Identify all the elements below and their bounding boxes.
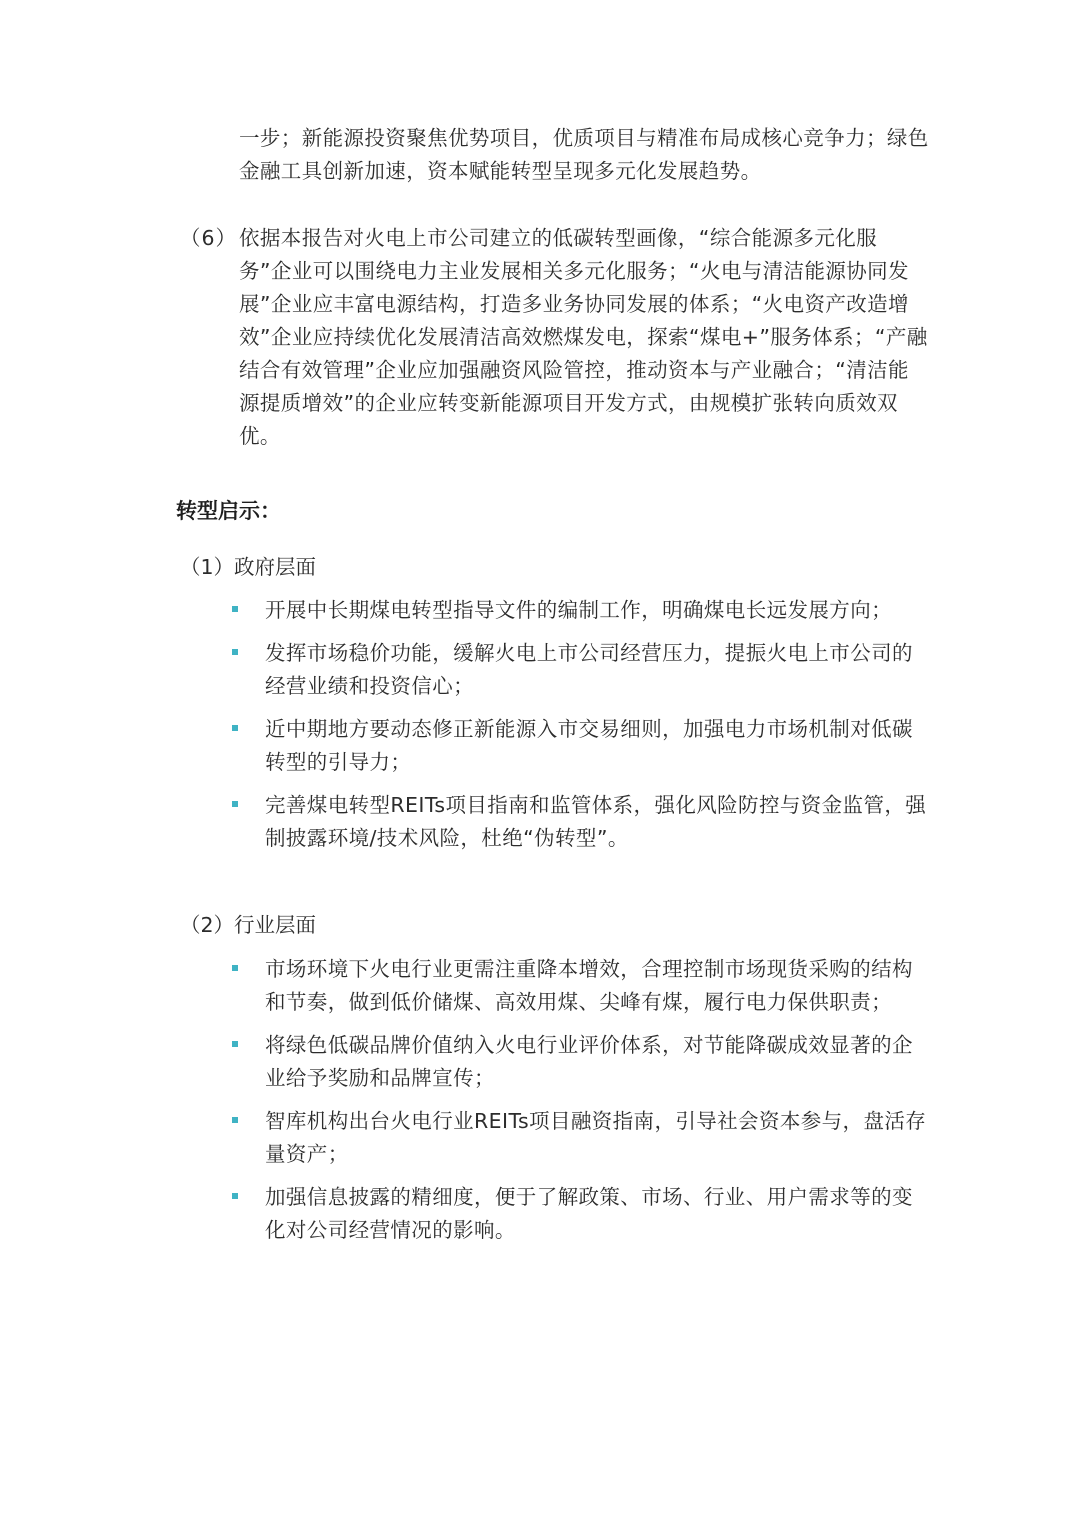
list-item xyxy=(225,1105,930,1171)
bullet-square-icon xyxy=(232,1193,238,1199)
list-item-text: 开展中长期煤电转型指导文件的编制工作，明确煤电长远发展方向； xyxy=(265,598,892,622)
list-item xyxy=(225,637,930,703)
item-6-number: （6） xyxy=(180,226,238,250)
list-item-text: 加强信息披露的精细度，便于了解政策、市场、行业、用户需求等的变化对公司经营情况的影响。 xyxy=(265,1185,913,1242)
bullet-square-icon xyxy=(232,649,238,655)
bullet-square-icon xyxy=(232,725,238,731)
list-item-text: 智库机构出台火电行业REITs项目融资指南，引导社会资本参与，盘活存量资产； xyxy=(265,1109,927,1166)
list-item xyxy=(225,594,930,627)
bullet-square-icon xyxy=(232,801,238,807)
section-heading: 转型启示： xyxy=(176,499,281,523)
bullet-square-icon xyxy=(232,1041,238,1047)
government-level-title: （1）政府层面 xyxy=(180,555,317,579)
list-item-text: 完善煤电转型REITs项目指南和监管体系，强化风险防控与资金监管，强制披露环境/技术风险，杜绝“伪转型”。 xyxy=(265,793,927,850)
bullet-square-icon xyxy=(232,965,238,971)
list-item xyxy=(225,1181,930,1247)
bullet-square-icon xyxy=(232,606,238,612)
list-item-text: 将绿色低碳品牌价值纳入火电行业评价体系，对节能降碳成效显著的企业给予奖励和品牌宣传； xyxy=(265,1033,913,1090)
list-item xyxy=(225,1029,930,1095)
government-bullet-list xyxy=(225,594,930,865)
bullet-square-icon xyxy=(232,1117,238,1123)
list-item-text: 发挥市场稳价功能，缓解火电上市公司经营压力，提振火电上市公司的经营业绩和投资信心； xyxy=(265,641,913,698)
item-6-paragraph: 依据本报告对火电上市公司建立的低碳转型画像，“综合能源多元化服务”企业可以围绕电力主业发展相关多元化服务；“火电与清洁能源协同发展”企业应丰富电源结构，打造多业务协同发展的体系；“火电资产改造增效”企业应持续优化发展清洁高效燃煤发电，探索“煤电+”服务体系；“产融结合有效管理”企业应加强融资风险管控，推动资本与产业融合；“清洁能源提质增效”的企业应转变新能源项目开发方式，由规模扩张转向质效双优。 xyxy=(239,226,928,448)
list-item xyxy=(225,953,930,1019)
list-item xyxy=(225,789,930,855)
list-item-text: 近中期地方要动态修正新能源入市交易细则，加强电力市场机制对低碳转型的引导力； xyxy=(265,717,913,774)
list-item xyxy=(225,713,930,779)
continuation-paragraph: 一步；新能源投资聚焦优势项目，优质项目与精准布局成核心竞争力；绿色金融工具创新加速，资本赋能转型呈现多元化发展趋势。 xyxy=(239,126,929,183)
list-item-text: 市场环境下火电行业更需注重降本增效，合理控制市场现货采购的结构和节奏，做到低价储煤、高效用煤、尖峰有煤，履行电力保供职责； xyxy=(265,957,913,1014)
industry-level-title: （2）行业层面 xyxy=(180,913,317,937)
industry-bullet-list xyxy=(225,953,930,1257)
